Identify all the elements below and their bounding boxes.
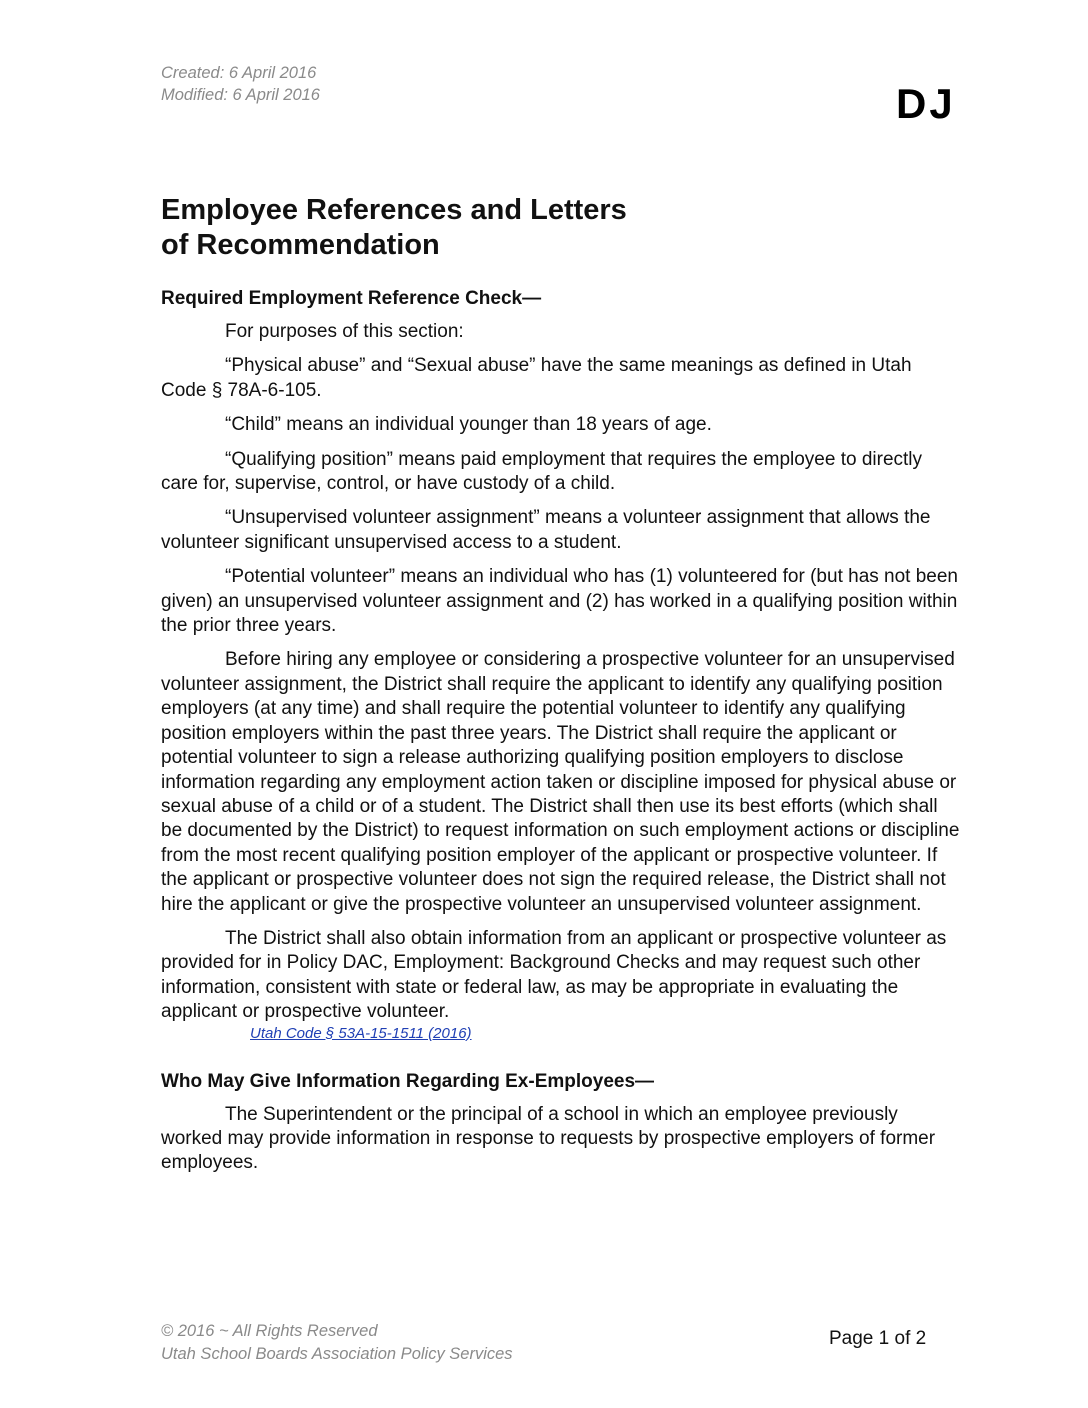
- section-heading-reference-check: Required Employment Reference Check—: [161, 288, 542, 309]
- copyright-text: © 2016 ~ All Rights Reserved: [161, 1322, 378, 1340]
- modified-date: Modified: 6 April 2016: [161, 86, 320, 104]
- paragraph: “Qualifying position” means paid employment that requires the employee to directly care for, supervise, control, or have custody of a child.: [161, 448, 923, 495]
- paragraph: “Physical abuse” and “Sexual abuse” have the same meanings as defined in Utah Code § 78A-6-105.: [161, 355, 912, 401]
- citation-link[interactable]: Utah Code § 53A-15-1511 (2016): [250, 1024, 472, 1042]
- document-body: [161, 286, 961, 1186]
- paragraph: “Child” means an individual younger than 18 years of age.: [225, 414, 712, 436]
- paragraph: For purposes of this section:: [225, 321, 464, 342]
- paragraph: Before hiring any employee or considering a prospective volunteer for an unsupervised volunteer assignment, the District shall require the applicant to identify any qualifying position employers (at any time) and shall require the potential volunteer to identify any qualifying position employers within the past three years. The District shall require the applicant or potential volunteer to sign a release authorizing qualifying position employers to disclose information regarding any employment action taken or discipline imposed for physical abuse or sexual abuse of a child or of a student. The District shall then use its best efforts (which shall be documented by the District) to request information on such employment actions or discipline from the most recent qualifying position employer of the applicant or prospective volunteer. If the applicant or prospective volunteer does not sign the required release, the District shall not hire the applicant or give the prospective volunteer an unsupervised volunteer assignment.: [161, 649, 960, 915]
- page-title: [161, 193, 781, 263]
- section-heading-ex-employees: Who May Give Information Regarding Ex-Employees—: [161, 1070, 655, 1092]
- paragraph: The Superintendent or the principal of a school in which an employee previously worked may provide information in response to requests by prospective employers of former employees.: [161, 1103, 936, 1174]
- title-line-1: Employee References and Letters: [161, 194, 627, 226]
- title-line-2: of Recommendation: [161, 229, 440, 261]
- paragraph: “Unsupervised volunteer assignment” means a volunteer assignment that allows the volunteer significant unsupervised access to a student.: [161, 507, 931, 553]
- created-date: Created: 6 April 2016: [161, 64, 317, 82]
- policy-code: DJ: [896, 80, 956, 127]
- page-number: Page 1 of 2: [829, 1328, 927, 1349]
- paragraph: The District shall also obtain information from an applicant or prospective volunteer as provided for in Policy DAC, Employment: Background Checks and may request such other information, consistent with state or federal law, as may be appropriate in evaluating the applicant or prospective volunteer.: [161, 927, 947, 1023]
- organization-text: Utah School Boards Association Policy Services: [161, 1345, 513, 1363]
- document-metadata: [161, 62, 320, 106]
- footer-copyright-block: [161, 1320, 513, 1366]
- paragraph: “Potential volunteer” means an individual who has (1) volunteered for (but has not been given) an unsupervised volunteer assignment and (2) has worked in a qualifying position within the prior three years.: [161, 566, 958, 637]
